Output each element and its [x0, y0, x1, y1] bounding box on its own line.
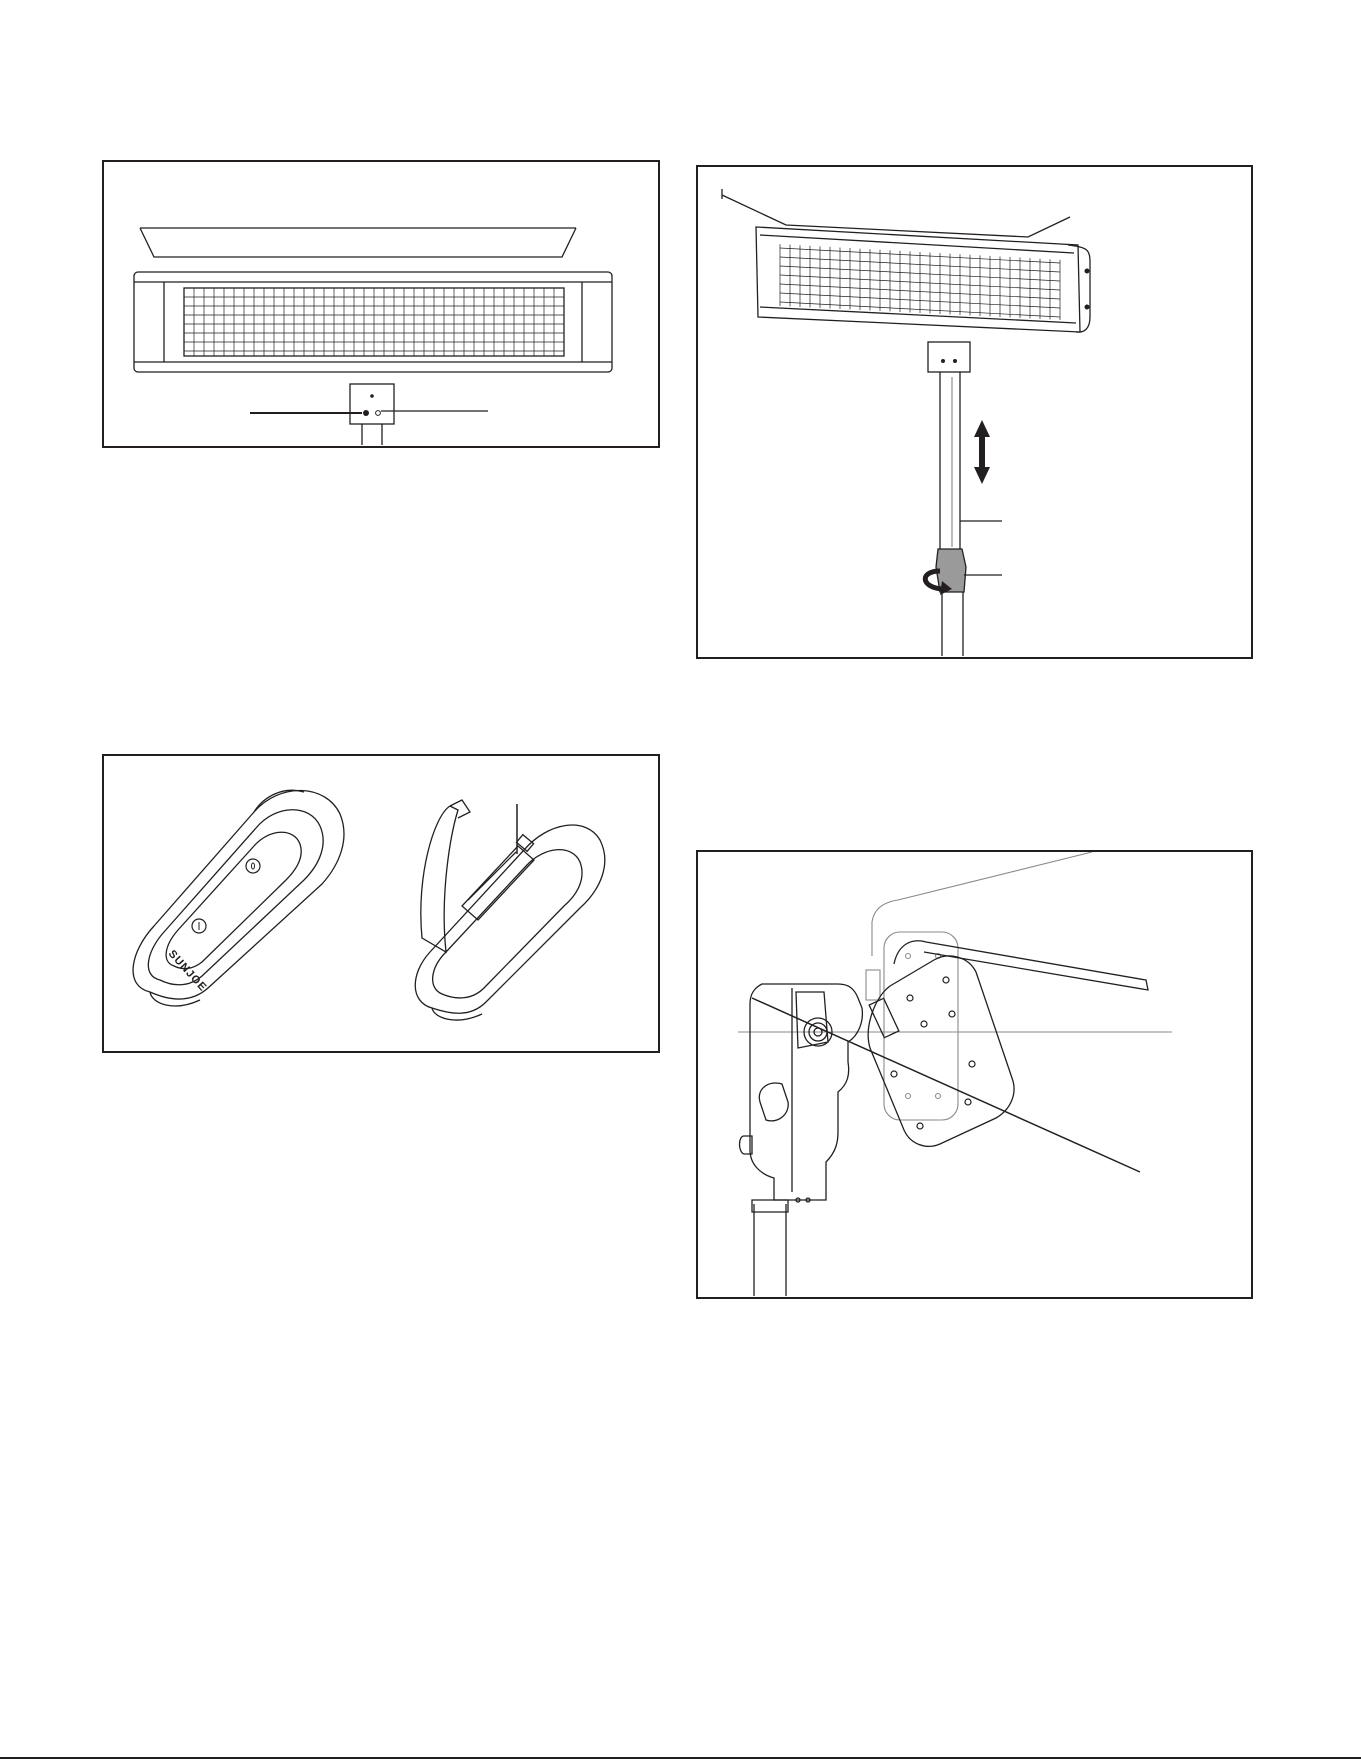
pole-mount-housing	[740, 984, 863, 1296]
figure-remote-control	[102, 754, 660, 1053]
figure-heater-front	[102, 160, 660, 448]
heater-pole-illustration	[698, 167, 1250, 656]
page-bottom-rule	[0, 1757, 1361, 1759]
heater-front-illustration	[104, 162, 657, 445]
remote-control-illustration	[104, 756, 657, 1050]
callout-line-knob	[752, 998, 1140, 1172]
bracket-original-position	[738, 852, 1172, 1120]
off-button-icon	[246, 859, 260, 873]
locking-collar	[936, 549, 966, 592]
figure-heater-pole	[696, 165, 1253, 659]
heater-grille	[780, 244, 1060, 320]
figure-tilt-bracket	[696, 850, 1253, 1299]
remote-open	[415, 800, 605, 1020]
remote-closed	[133, 790, 344, 1006]
up-down-arrow-icon	[974, 420, 990, 484]
tilt-bracket-illustration	[698, 852, 1250, 1296]
power-button-icon	[363, 410, 369, 416]
receiver-icon	[370, 394, 374, 398]
brand-logo: SUNJOE	[165, 947, 209, 995]
heater-grille	[184, 288, 564, 356]
indicator-light-icon	[376, 411, 381, 416]
